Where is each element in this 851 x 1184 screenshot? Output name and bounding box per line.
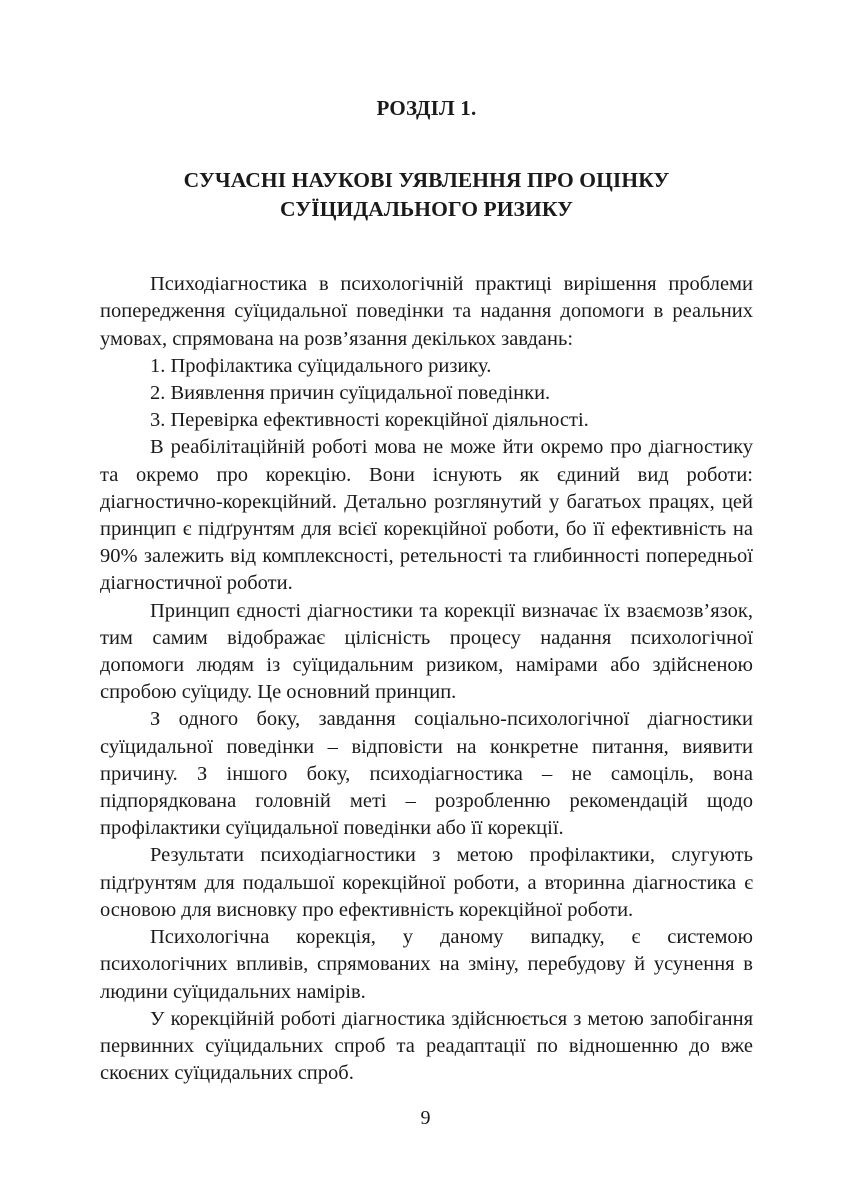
page-title-line-1: СУЧАСНІ НАУКОВІ УЯВЛЕННЯ ПРО ОЦІНКУ bbox=[183, 168, 670, 193]
paragraph-4: З одного боку, завдання соціально-психологічної діагностики суїцидальної поведінки – відповісти на конкретне питання, виявити причину. З іншого боку, психодіагностика – не самоціль, вона підпорядкована головній меті – розробленню рекомендацій щодо профілактики суїцидальної поведінки або її корекції. bbox=[100, 708, 753, 840]
paragraph-5: Результати психодіагностики з метою профілактики, слугують підґрунтям для подальшої корекційної роботи, а вторинна діагностика є основою для висновку про ефективність корекційної роботи. bbox=[100, 844, 753, 921]
body-text bbox=[100, 224, 753, 1087]
chapter-label: РОЗДІЛ 1. bbox=[376, 96, 477, 120]
list-item: 1. Профілактика суїцидального ризику. bbox=[150, 354, 492, 377]
paragraph-2: В реабілітаційній роботі мова не може йти окремо про діагностику та окремо про корекцію. Вони існують як єдиний вид роботи: діагностично-корекційний. Детально розглянутий у багатьох працях, цей принцип є підґрунтям для всієї корекційної роботи, бо її ефективність на 90% залежить від комплексності, ретельності та глибинності попередньої діагностичної роботи. bbox=[100, 436, 753, 595]
page-content bbox=[100, 0, 753, 1087]
page-number: 9 bbox=[420, 1107, 431, 1129]
paragraph-3: Принцип єдності діагностики та корекції визначає їх взаємозв’язок, тим самим відображає цілісність процесу надання психологічної допомоги людям із суїцидальним ризиком, намірами або здійсненою спробою суїциду. Це основний принцип. bbox=[100, 599, 753, 704]
list-item: 3. Перевірка ефективності корекційної діяльності. bbox=[150, 409, 589, 432]
page-title bbox=[100, 121, 753, 224]
paragraph-7: У корекційній роботі діагностика здійснюється з метою запобігання первинних суїцидальних спроб та реадаптації по відношенню до вже скоєних суїцидальних спроб. bbox=[100, 1007, 753, 1085]
paragraph-6: Психологічна корекція, у даному випадку, є системою психологічних впливів, спрямованих на зміну, перебудову й усунення в людини суїцидальних намірів. bbox=[100, 926, 753, 1003]
paragraph-1: Психодіагностика в психологічній практиці вирішення проблеми попередження суїцидальної поведінки та надання допомоги в реальних умовах, спрямована на розв’язання декількох завдань: bbox=[100, 273, 753, 350]
page-title-line-2: СУЇЦИДАЛЬНОГО РИЗИКУ bbox=[280, 197, 573, 222]
list-item: 2. Виявлення причин суїцидальної поведінки. bbox=[150, 382, 551, 405]
